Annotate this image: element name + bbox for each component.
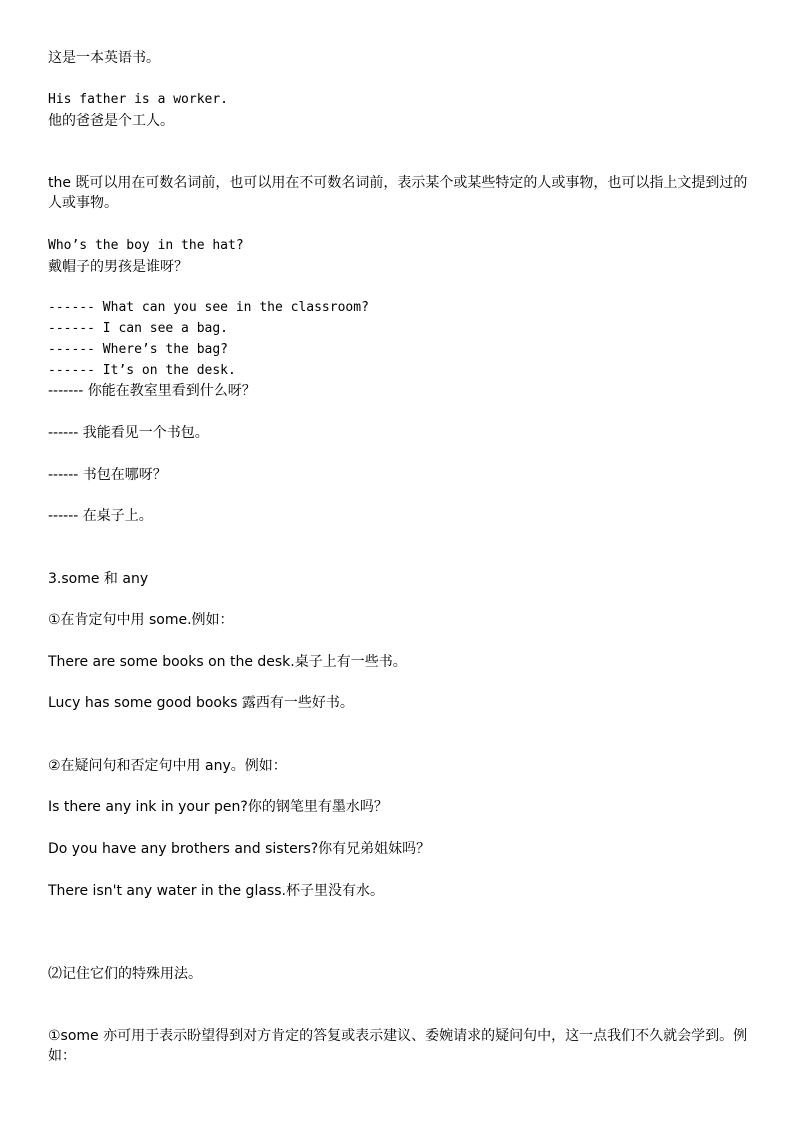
text-line: There isn't any water in the glass.杯子里没有水。 <box>48 883 384 899</box>
text-line: Who’s the boy in the hat? <box>48 238 244 253</box>
text-line: ------ Where’s the bag? <box>48 342 229 357</box>
text-line: ------ It’s on the desk. <box>48 363 236 378</box>
text-line: ②在疑问句和否定句中用 any。例如： <box>48 758 287 774</box>
text-line: 戴帽子的男孩是谁呀？ <box>48 259 188 275</box>
text-line: the 既可以用在可数名词前，也可以用在不可数名词前，表示某个或某些特定的人或事物，也可以指上文提到过的人或事物。 <box>48 175 748 211</box>
text-line: Lucy has some good books 露西有一些好书。 <box>48 695 354 711</box>
text-line: ①some 亦可用于表示盼望得到对方肯定的答复或表示建议、委婉请求的疑问句中，这一点我们不久就会学到。例如： <box>48 1028 748 1064</box>
text-line: His father is a worker. <box>48 92 229 107</box>
text-line: Do you have any brothers and sisters?你有兄弟姐妹吗？ <box>48 841 431 857</box>
text-line: 他的爸爸是个工人。 <box>48 113 174 129</box>
text-line: 这是一本英语书。 <box>48 50 160 66</box>
text-line: ------ 书包在哪呀？ <box>48 467 167 483</box>
text-line: ①在肯定句中用 some.例如： <box>48 612 234 628</box>
text-line: ------ 在桌子上。 <box>48 508 153 524</box>
text-line: ------- 你能在教室里看到什么呀？ <box>48 383 256 399</box>
text-line: ⑵记住它们的特殊用法。 <box>48 966 202 982</box>
text-line: ------ 我能看见一个书包。 <box>48 425 209 441</box>
text-line: There are some books on the desk.桌子上有一些书。 <box>48 654 407 670</box>
text-line: ------ What can you see in the classroom? <box>48 300 369 315</box>
text-line: 3.some 和 any <box>48 571 149 587</box>
text-line: Is there any ink in your pen?你的钢笔里有墨水吗？ <box>48 799 388 815</box>
text-line: ------ I can see a bag. <box>48 321 229 336</box>
